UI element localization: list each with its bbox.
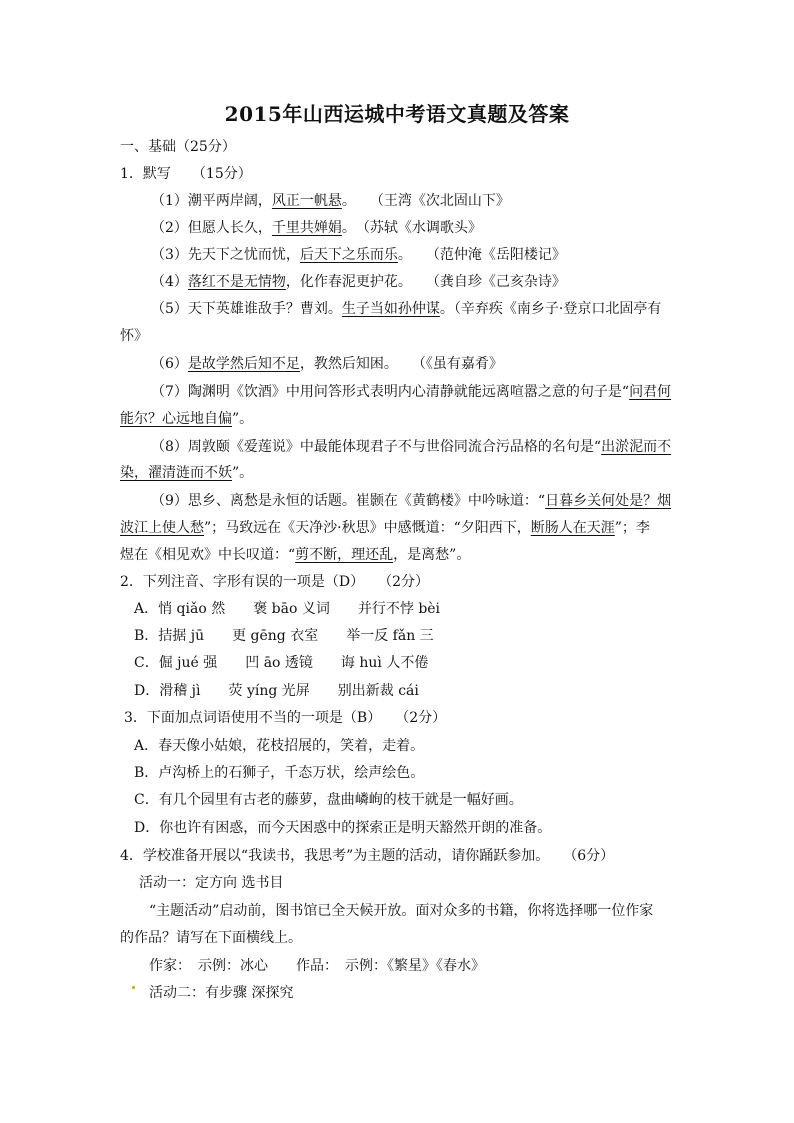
activity-2-heading: 活动二：有步骤 深探究 (149, 985, 294, 1001)
q1-item-5: （5）天下英雄谁敌手？曹刘。生子当如孙仲谋。（辛弃疾《南乡子·登京口北固亭有 (151, 301, 662, 317)
q1-item-7: （7）陶渊明《饮酒》中用问答形式表明内心清静就能远离喧嚣之意的句子是“问君何 (151, 384, 672, 400)
q1-item-2: （2）但愿人长久，千里共婵娟。 （苏轼《水调歌头》 (151, 220, 482, 236)
q2-option-b: B．拮据 jū 更 gēng 衣室 举一反 fǎn 三 (134, 628, 434, 644)
section-heading: 一、基础（25分） (120, 139, 236, 155)
q1-item-7-cont: 能尔？心远地自偏”。 (120, 411, 254, 427)
answer: 出淤泥而不 (601, 439, 672, 455)
answer: 千里共婵娟 (271, 220, 342, 236)
q1-item-4: （4）落红不是无情物，化作春泥更护花。 （龚自珍《己亥杂诗》 (151, 274, 566, 290)
marker-dot (132, 986, 135, 989)
activity-1-paragraph: “主题活动”启动前，图书馆已全天候开放。面对众多的书籍，你将选择哪一位作家 (149, 903, 654, 919)
q3-option-c: C．有几个园里有古老的藤萝，盘曲嶙峋的枝干就是一幅好画。 (134, 792, 523, 808)
answer: 风正一帆悬 (271, 193, 342, 209)
q1-item-9-cont: 波江上使人愁”；马致远在《天净沙·秋思》中感慨道：“夕阳西下，断肠人在天涯”；李 (120, 520, 650, 536)
page-title: 2015年山西运城中考语文真题及答案 (224, 102, 570, 126)
answer: 落红不是无情物 (187, 274, 286, 290)
activity-1-example: 作家： 示例：冰心 作品： 示例：《繁星》《春水》 (149, 958, 485, 974)
q3-option-d: D．你也许有困惑，而今天困惑中的探索正是明天豁然开朗的准备。 (134, 820, 552, 836)
q3-option-b: B．卢沟桥上的石狮子，千态万状，绘声绘色。 (134, 765, 425, 781)
answer: 染，濯清涟而不妖 (120, 465, 232, 481)
answer: 日暮乡关何处是？烟 (545, 493, 672, 509)
answer: 生子当如孙仲谋 (341, 301, 440, 317)
answer: 波江上使人愁 (120, 520, 204, 536)
answer: 问君何 (629, 384, 672, 400)
q1-item-8-cont: 染，濯清涟而不妖”。 (120, 465, 254, 481)
q1-item-9: （9）思乡、离愁是永恒的话题。崔颢在《黄鹤楼》中吟咏道：“日暮乡关何处是？烟 (151, 493, 672, 509)
answer: 剪不断，理还乱 (295, 547, 394, 563)
q2-option-d: D．滑稽 jì 荧 yíng 光屏 别出新裁 cái (134, 683, 419, 699)
answer: 断肠人在天涯 (530, 520, 615, 536)
q2-option-c: C．倔 jué 强 凹 āo 透镜 诲 huì 人不倦 (134, 655, 429, 671)
q1-item-1: （1）潮平两岸阔，风正一帆悬。 （王湾《次北固山下》 (151, 193, 510, 209)
question-1-heading: 1．默写 （15分） (120, 166, 252, 182)
q2-option-a: A．悄 qiǎo 然 褒 bāo 义词 并行不悖 bèi (134, 601, 441, 617)
question-3-heading: 3．下面加点词语使用不当的一项是（B） （2分） (124, 710, 447, 726)
q1-item-9-cont2: 煜在《相见欢》中长叹道：“剪不断，理还乱，是离愁”。 (120, 547, 471, 563)
q1-item-8: （8）周敦颐《爱莲说》中最能体现君子不与世俗同流合污品格的名句是“出淤泥而不 (151, 439, 672, 455)
q1-item-6: （6）是故学然后知不足，教然后知困。 （《虽有嘉肴》 (151, 356, 503, 372)
answer: 能尔？心远地自偏 (120, 411, 232, 427)
activity-1-heading: 活动一：定方向 选书目 (139, 875, 284, 891)
q1-item-5-cont: 怀》 (120, 328, 148, 344)
q1-item-3: （3）先天下之忧而忧，后天下之乐而乐。 （范仲淹《岳阳楼记》 (151, 247, 566, 263)
answer: 后天下之乐而乐 (299, 247, 398, 263)
q3-option-a: A．春天像小姑娘，花枝招展的，笑着，走着。 (134, 738, 425, 754)
question-2-heading: 2．下列注音、字形有误的一项是（D） （2分） (120, 574, 430, 590)
answer: 是故学然后知不足 (187, 356, 300, 372)
activity-1-paragraph-cont: 的作品？请写在下面横线上。 (120, 930, 302, 946)
question-4-heading: 4．学校准备开展以“我读书，我思考”为主题的活动，请你踊跃参加。 （6分） (120, 848, 615, 864)
